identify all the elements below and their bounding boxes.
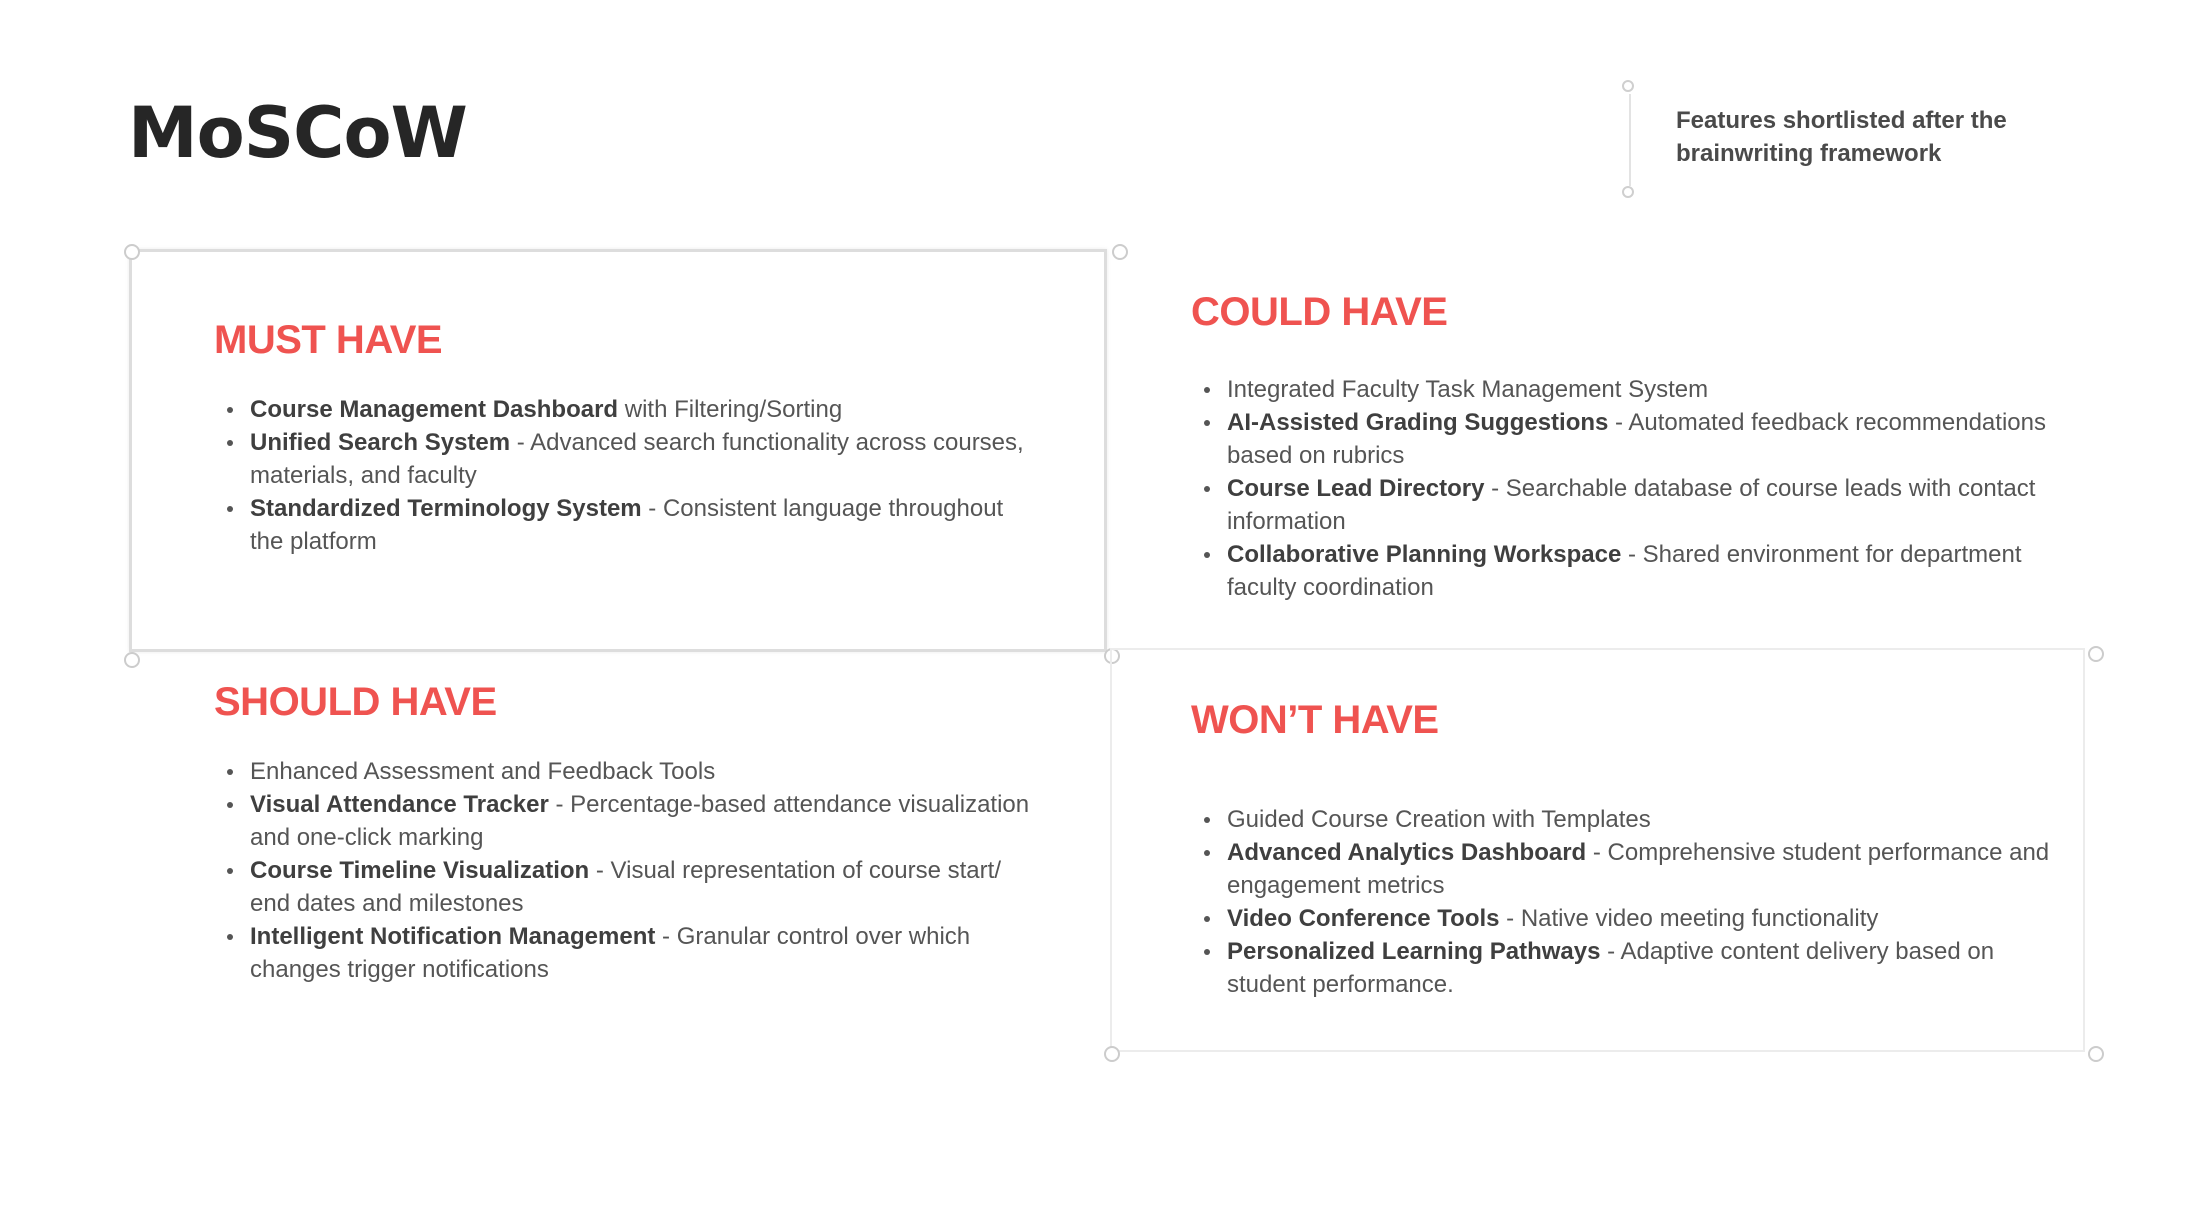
list-item — [214, 492, 1034, 558]
could-have-heading: COULD HAVE — [1191, 290, 1448, 334]
list-item — [1191, 803, 2071, 836]
feature-description: - Comprehensive student performance and engagement metrics — [1227, 839, 2050, 899]
subtitle-divider-line — [1629, 94, 1631, 186]
subtitle-callout — [1620, 80, 2120, 200]
list-item — [1191, 902, 2071, 935]
list-item — [214, 393, 1034, 426]
must-frame-corner-tr — [1112, 244, 1128, 260]
list-item — [1191, 538, 2091, 604]
feature-name: Standardized Terminology System — [250, 495, 642, 522]
feature-name: AI-Assisted Grading Suggestions — [1227, 409, 1609, 436]
feature-name: Course Management Dashboard — [250, 396, 619, 423]
feature-name: Collaborative Planning Workspace — [1227, 541, 1622, 568]
wont-have-heading: WON’T HAVE — [1191, 698, 1439, 742]
list-item — [1191, 406, 2091, 472]
wont-frame-corner-bl — [1104, 1046, 1120, 1062]
feature-name: Video Conference Tools — [1227, 905, 1500, 932]
page-title: MoSCoW — [128, 92, 467, 174]
feature-name: Unified Search System — [250, 429, 511, 456]
feature-description: - Percentage-based attendance visualization and one-click marking — [250, 791, 1030, 851]
feature-description: - Visual representation of course start/ end dates and milestones — [250, 857, 1001, 917]
list-item — [1191, 935, 2071, 1001]
must-frame-corner-bl — [124, 652, 140, 668]
subtitle-divider-dot-top — [1622, 80, 1634, 92]
feature-description: Enhanced Assessment and Feedback Tools — [250, 758, 716, 785]
feature-description: - Adaptive content delivery based on student performance. — [1227, 938, 1995, 998]
list-item — [214, 788, 1034, 854]
feature-name: Visual Attendance Tracker — [250, 791, 549, 818]
feature-name: Course Lead Directory — [1227, 475, 1485, 502]
should-have-section — [214, 680, 1034, 986]
could-have-list — [1191, 373, 2091, 604]
must-have-list — [214, 393, 1034, 558]
list-item — [1191, 373, 2091, 406]
wont-have-list — [1191, 803, 2071, 1001]
list-item — [214, 755, 1034, 788]
should-have-list — [214, 755, 1034, 986]
feature-name: Intelligent Notification Management — [250, 923, 656, 950]
feature-description: - Automated feedback recommendations based on rubrics — [1227, 409, 2046, 469]
feature-description: - Consistent language throughout the platform — [250, 495, 1004, 555]
feature-description: - Advanced search functionality across courses, materials, and faculty — [250, 429, 1024, 489]
list-item — [1191, 836, 2071, 902]
feature-description: - Native video meeting functionality — [1499, 905, 1879, 932]
feature-description: with Filtering/Sorting — [618, 396, 843, 423]
could-have-section — [1191, 290, 2091, 604]
wont-frame-corner-br — [2088, 1046, 2104, 1062]
subtitle-divider-dot-bottom — [1622, 186, 1634, 198]
wont-frame-corner-tr — [2088, 646, 2104, 662]
should-have-heading: SHOULD HAVE — [214, 680, 497, 724]
feature-name: Personalized Learning Pathways — [1227, 938, 1601, 965]
wont-have-section — [1191, 698, 2071, 1001]
must-have-heading: MUST HAVE — [214, 318, 443, 362]
feature-description: Guided Course Creation with Templates — [1227, 806, 1651, 833]
list-item — [214, 426, 1034, 492]
feature-description: - Shared environment for department faculty coordination — [1227, 541, 2022, 601]
feature-name: Course Timeline Visualization — [250, 857, 590, 884]
must-frame-corner-tl — [124, 244, 140, 260]
feature-description: - Granular control over which changes trigger notifications — [250, 923, 971, 983]
feature-name: Advanced Analytics Dashboard — [1227, 839, 1587, 866]
feature-description: Integrated Faculty Task Management System — [1227, 376, 1709, 403]
list-item — [214, 920, 1034, 986]
page-subtitle: Features shortlisted after the brainwriting framework — [1676, 107, 2007, 167]
must-have-section — [214, 318, 1034, 558]
list-item — [1191, 472, 2091, 538]
feature-description: - Searchable database of course leads with contact information — [1227, 475, 2036, 535]
list-item — [214, 854, 1034, 920]
